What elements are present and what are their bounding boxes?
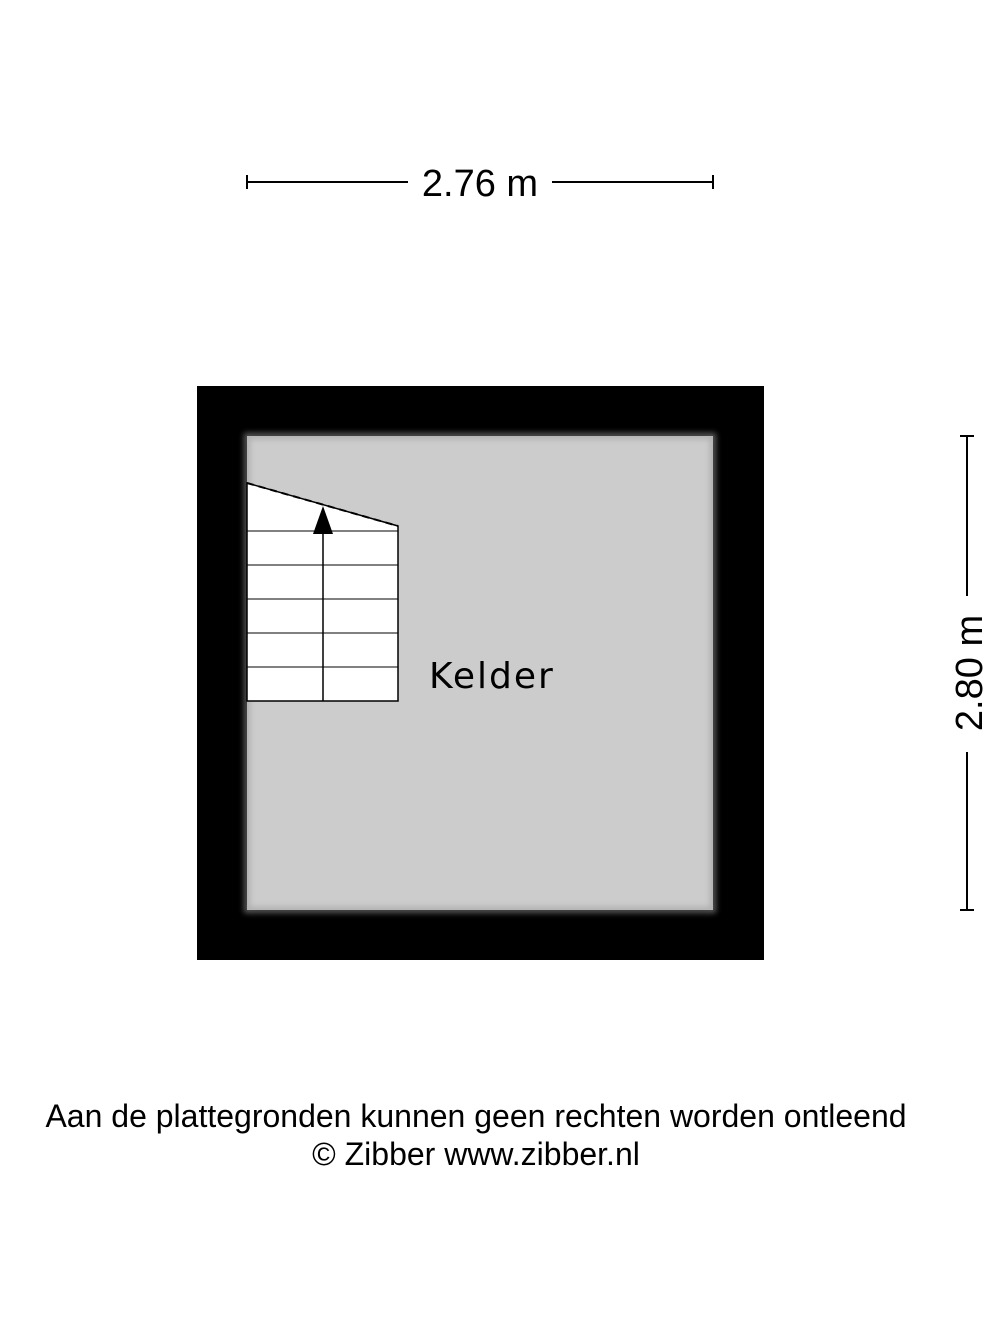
width-label: 2.76 m	[421, 163, 539, 205]
disclaimer-text: Aan de plattegronden kunnen geen rechten worden ontleend	[45, 1098, 907, 1134]
room-label: Kelder	[429, 656, 555, 697]
height-dimension	[949, 436, 991, 910]
height-label: 2.80 m	[949, 614, 991, 732]
width-dimension	[247, 163, 713, 205]
copyright-text: © Zibber www.zibber.nl	[312, 1136, 640, 1172]
